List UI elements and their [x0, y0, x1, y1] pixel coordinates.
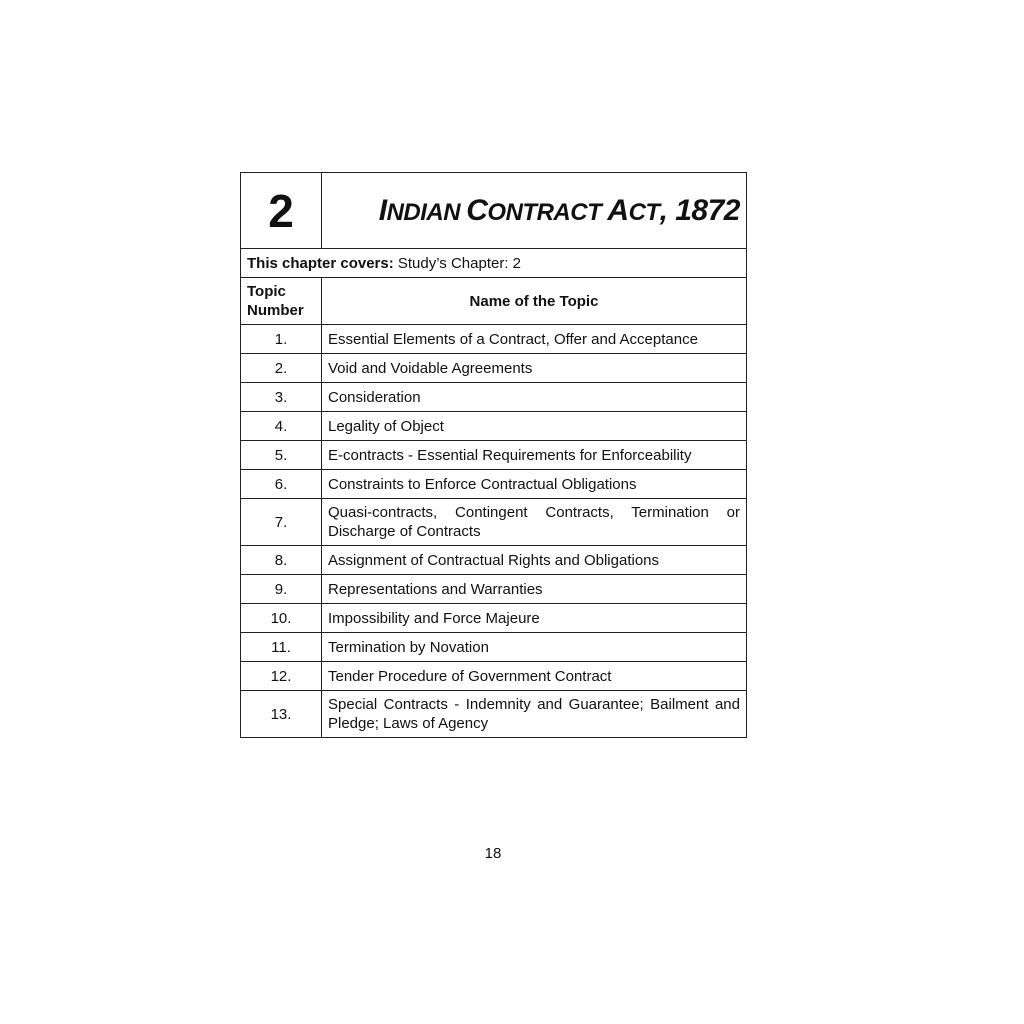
- topic-name: Impossibility and Force Majeure: [322, 604, 747, 633]
- title-word-3-initial: A: [607, 193, 629, 227]
- topic-number: 3.: [241, 383, 322, 412]
- topic-number: 10.: [241, 604, 322, 633]
- title-word-2-initial: C: [466, 193, 488, 227]
- topic-number: 5.: [241, 441, 322, 470]
- topic-number-header-line2: Number: [247, 302, 304, 319]
- topic-name-header: Name of the Topic: [322, 278, 747, 325]
- topic-list: [241, 325, 747, 738]
- topic-number: 11.: [241, 633, 322, 662]
- topic-name: E-contracts - Essential Requirements for Enforceability: [322, 441, 747, 470]
- topic-name: Tender Procedure of Government Contract: [322, 662, 747, 691]
- table-row: [241, 412, 747, 441]
- table-row: [241, 691, 747, 738]
- chapter-table: [240, 172, 747, 738]
- topic-number: 4.: [241, 412, 322, 441]
- table-row: [241, 499, 747, 546]
- table-row: [241, 441, 747, 470]
- topic-name: Quasi-contracts, Contingent Contracts, Termination or Discharge of Contracts: [322, 499, 747, 546]
- chapter-covers: [241, 249, 747, 278]
- topic-number: 1.: [241, 325, 322, 354]
- table-row: [241, 470, 747, 499]
- page-number: 18: [484, 845, 502, 862]
- table-row: [241, 383, 747, 412]
- title-word-3-rest: CT: [628, 198, 660, 226]
- topic-number-header: [241, 278, 322, 325]
- covers-value: Study’s Chapter: 2: [393, 254, 522, 272]
- topic-number: 13.: [241, 691, 322, 738]
- title-word-1-initial: I: [378, 193, 387, 227]
- chapter-header-row: [241, 173, 747, 249]
- topic-name: Representations and Warranties: [322, 575, 747, 604]
- column-header-row: [241, 278, 747, 325]
- table-row: [241, 662, 747, 691]
- title-word-2-rest: ONTRACT: [487, 198, 608, 226]
- topic-name: Assignment of Contractual Rights and Obligations: [322, 546, 747, 575]
- table-row: [241, 575, 747, 604]
- topic-number-header-line1: Topic: [247, 283, 286, 300]
- title-year: , 1872: [659, 193, 740, 227]
- table-row: [241, 354, 747, 383]
- topic-number: 8.: [241, 546, 322, 575]
- covers-label: This chapter covers:: [247, 254, 394, 272]
- table-row: [241, 325, 747, 354]
- topic-name: Consideration: [322, 383, 747, 412]
- table-row: [241, 604, 747, 633]
- topic-name: Legality of Object: [322, 412, 747, 441]
- topic-number: 12.: [241, 662, 322, 691]
- topic-name: Special Contracts - Indemnity and Guarantee; Bailment and Pledge; Laws of Agency: [322, 691, 747, 738]
- topic-name: Termination by Novation: [322, 633, 747, 662]
- topic-name: Essential Elements of a Contract, Offer and Acceptance: [322, 325, 747, 354]
- topic-number: 7.: [241, 499, 322, 546]
- chapter-number: 2: [241, 173, 322, 249]
- topic-number: 6.: [241, 470, 322, 499]
- table-row: [241, 633, 747, 662]
- table-row: [241, 546, 747, 575]
- chapter-title: [322, 173, 747, 249]
- topic-name: Constraints to Enforce Contractual Obligations: [322, 470, 747, 499]
- title-word-1-rest: NDIAN: [386, 198, 467, 226]
- topic-number: 2.: [241, 354, 322, 383]
- topic-number: 9.: [241, 575, 322, 604]
- chapter-covers-row: [241, 249, 747, 278]
- topic-name: Void and Voidable Agreements: [322, 354, 747, 383]
